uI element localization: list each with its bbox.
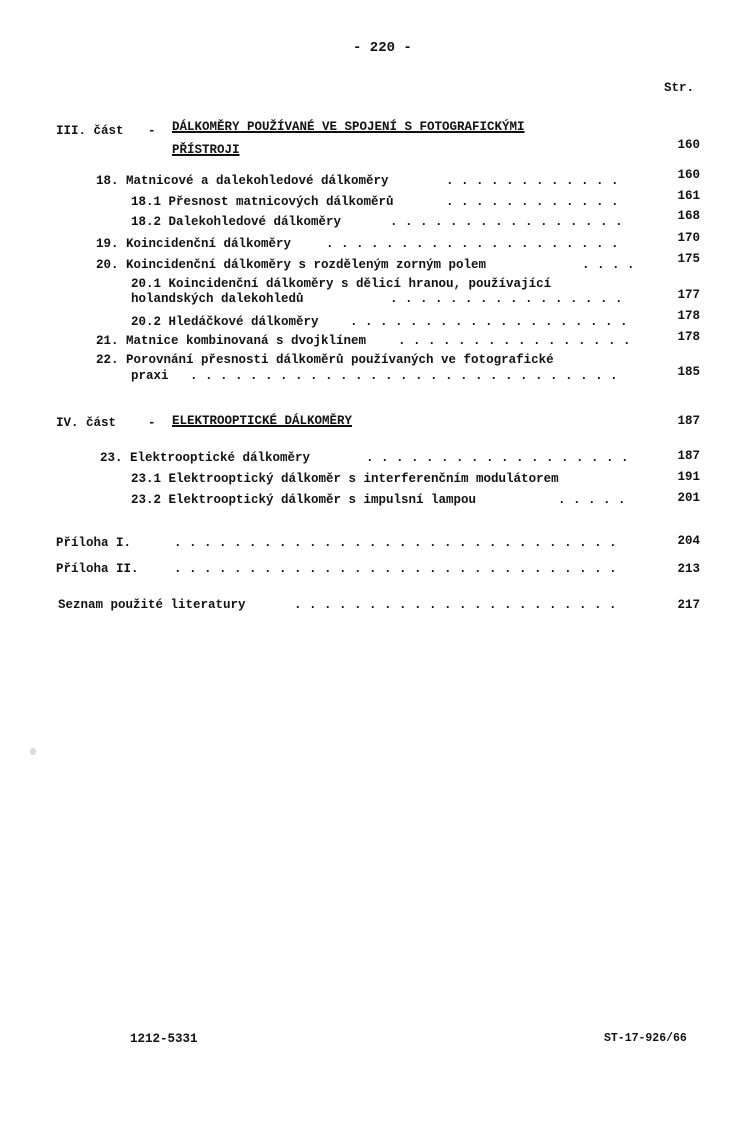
toc-entry-page: 168: [677, 209, 700, 223]
toc-entry-text-cont: holandských dalekohledů: [131, 292, 304, 306]
toc-entry-page: 177: [677, 288, 700, 302]
part3-title-line1: DÁLKOMĚRY POUŽÍVANÉ VE SPOJENÍ S FOTOGRAFICKÝMI: [172, 120, 525, 134]
toc-entry-text: 22. Porovnání přesnosti dálkoměrů používaných ve fotografické: [96, 353, 554, 367]
toc-entry-text: 21. Matnice kombinovaná s dvojklínem: [96, 334, 367, 348]
footer-right-code: ST-17-926/66: [604, 1032, 687, 1045]
dot-leader: . . . .: [582, 258, 635, 272]
dot-leader: . . . . . . . . . . . .: [446, 195, 619, 209]
toc-entry-text: 20.1 Koincidenční dálkoměry s dělicí hranou, používající: [131, 277, 552, 291]
toc-entry-text: 18. Matnicové a dalekohledové dálkoměry: [96, 174, 389, 188]
toc-entry-page: 160: [677, 168, 700, 182]
footer-left-code: 1212-5331: [130, 1032, 198, 1046]
dot-leader: . . . . . . . . . . . . . . . .: [398, 334, 631, 348]
toc-entry-page: 187: [677, 449, 700, 463]
dot-leader: . . . . . . . . . . . . . . . . . . . . . . . . . . . . . .: [174, 536, 617, 550]
toc-entry-text: 20.2 Hledáčkové dálkoměry: [131, 315, 319, 329]
toc-entry-text: 23. Elektrooptické dálkoměry: [100, 451, 311, 465]
toc-entry-page: 201: [677, 491, 700, 505]
part4-page: 187: [677, 414, 700, 428]
toc-entry-text: 23.1 Elektrooptický dálkoměr s interferenčním modulátorem: [131, 472, 559, 486]
toc-entry-page: 191: [677, 470, 700, 484]
part3-title-line2: PŘÍSTROJI: [172, 143, 240, 157]
part4-dash: -: [148, 416, 156, 430]
toc-entry-page: 178: [677, 309, 700, 323]
scan-smudge: [30, 748, 36, 755]
toc-entry-page: 161: [677, 189, 700, 203]
page-number: - 220 -: [353, 40, 412, 56]
dot-leader: . . . . . . . . . . . .: [446, 174, 619, 188]
toc-entry-text: 19. Koincidenční dálkoměry: [96, 237, 292, 251]
dot-leader: . . . . . . . . . . . . . . . . . . .: [350, 315, 628, 329]
part3-label: III. část: [56, 124, 124, 138]
toc-entry-page: 185: [677, 365, 700, 379]
part4-title: ELEKTROOPTICKÉ DÁLKOMĚRY: [172, 414, 353, 428]
appendix-text: Příloha I.: [56, 536, 132, 550]
dot-leader: . . . . .: [558, 493, 626, 507]
appendix-text: Seznam použité literatury: [58, 598, 246, 612]
appendix-page: 204: [677, 534, 700, 548]
dot-leader: . . . . . . . . . . . . . . . . . . . .: [326, 237, 619, 251]
toc-entry-page: 170: [677, 231, 700, 245]
dot-leader: . . . . . . . . . . . . . . . . . . . . . . . . . . . . .: [190, 369, 618, 383]
toc-entry-page: 175: [677, 252, 700, 266]
part3-page: 160: [677, 138, 700, 152]
part4-label: IV. část: [56, 416, 117, 430]
part3-dash: -: [148, 124, 156, 138]
toc-entry-text-cont: praxi: [131, 369, 169, 383]
appendix-text: Příloha II.: [56, 562, 139, 576]
dot-leader: . . . . . . . . . . . . . . . . . . . . . .: [294, 598, 617, 612]
appendix-page: 213: [677, 562, 700, 576]
toc-entry-text: 20. Koincidenční dálkoměry s rozděleným zorným polem: [96, 258, 487, 272]
dot-leader: . . . . . . . . . . . . . . . . . . . . . . . . . . . . . .: [174, 562, 617, 576]
toc-entry-text: 23.2 Elektrooptický dálkoměr s impulsní lampou: [131, 493, 477, 507]
toc-entry-page: 178: [677, 330, 700, 344]
appendix-page: 217: [677, 598, 700, 612]
dot-leader: . . . . . . . . . . . . . . . . . .: [366, 451, 629, 465]
toc-entry-text: 18.2 Dalekohledové dálkoměry: [131, 215, 342, 229]
column-label: Str.: [664, 81, 695, 95]
dot-leader: . . . . . . . . . . . . . . . .: [390, 215, 623, 229]
toc-entry-text: 18.1 Přesnost matnicových dálkoměrů: [131, 195, 394, 209]
dot-leader: . . . . . . . . . . . . . . . .: [390, 292, 623, 306]
